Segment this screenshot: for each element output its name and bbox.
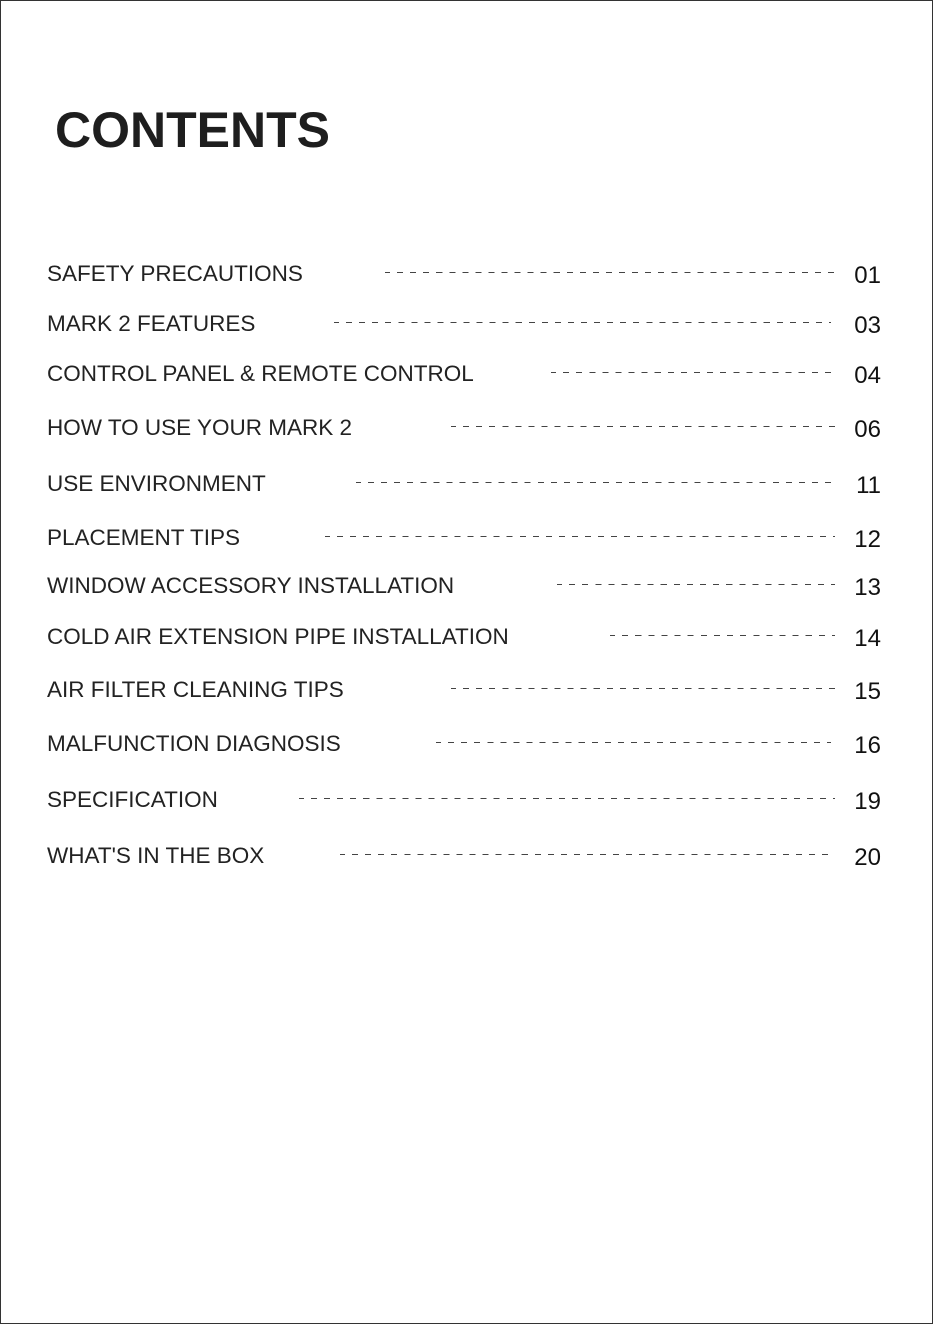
toc-leader-dots [451,688,835,689]
toc-entry[interactable] [47,469,881,499]
toc-leader-dots [334,322,831,323]
toc-leader-dots [436,742,831,743]
toc-page-number: 15 [854,678,881,705]
toc-entry[interactable] [47,729,881,759]
toc-leader-dots [451,426,835,427]
toc-page-number: 03 [854,312,881,339]
toc-entry-label: SPECIFICATION [47,787,218,812]
toc-entry[interactable] [47,622,881,652]
toc-entry-label: AIR FILTER CLEANING TIPS [47,677,344,702]
toc-leader-dots [551,372,835,373]
page-title: CONTENTS [55,102,330,158]
toc-page-number: 16 [854,732,881,759]
toc-entry[interactable] [47,675,881,705]
toc-leader-dots [557,584,835,585]
toc-entry-label: COLD AIR EXTENSION PIPE INSTALLATION [47,624,509,649]
toc-entry-label: CONTROL PANEL & REMOTE CONTROL [47,361,474,386]
toc-entry[interactable] [47,413,881,443]
toc-leader-dots [299,798,835,799]
toc-leader-dots [340,854,831,855]
toc-entry[interactable] [47,841,881,871]
toc-page-number: 12 [854,526,881,553]
toc-entry-label: PLACEMENT TIPS [47,525,240,550]
toc-entry[interactable] [47,309,881,339]
toc-entry-label: USE ENVIRONMENT [47,471,266,496]
toc-entry-label: MALFUNCTION DIAGNOSIS [47,731,341,756]
toc-leader-dots [385,272,835,273]
toc-entry-label: WHAT'S IN THE BOX [47,843,265,868]
toc-entry-label: SAFETY PRECAUTIONS [47,261,303,286]
toc-entry[interactable] [47,785,881,815]
toc-page-number: 06 [854,416,881,443]
toc-leader-dots [356,482,831,483]
toc-page-number: 01 [854,262,881,289]
toc-page-number: 14 [854,625,881,652]
toc-entry[interactable] [47,523,881,553]
toc-entry[interactable] [47,359,881,389]
toc-page-number: 19 [854,788,881,815]
toc-leader-dots [325,536,835,537]
toc-page-number: 20 [854,844,881,871]
toc-entry[interactable] [47,571,881,601]
toc-entry-label: MARK 2 FEATURES [47,311,256,336]
toc-leader-dots [610,635,835,636]
toc-page-number: 13 [854,574,881,601]
toc-page-number: 04 [854,362,881,389]
toc-entry-label: HOW TO USE YOUR MARK 2 [47,415,353,440]
toc-entry-label: WINDOW ACCESSORY INSTALLATION [47,573,455,598]
toc-entry[interactable] [47,259,881,289]
toc-page-number: 11 [856,472,881,499]
